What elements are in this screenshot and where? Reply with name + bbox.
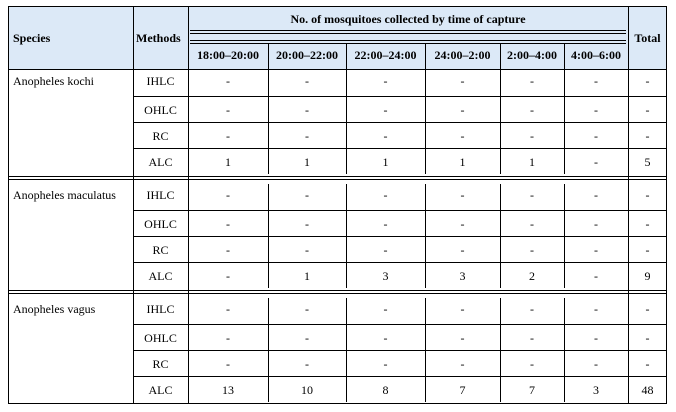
- total-cell: -: [645, 103, 650, 117]
- count-cell: -: [594, 188, 598, 202]
- count-cell: -: [226, 243, 230, 257]
- total-cell: -: [645, 129, 650, 143]
- count-cell: -: [226, 269, 230, 283]
- count-cell: 3: [382, 269, 389, 283]
- count-cell: 2: [529, 269, 535, 283]
- double-rule: [8, 176, 667, 180]
- grid-line: [268, 44, 269, 70]
- count-cell: -: [305, 357, 309, 371]
- total-cell: -: [645, 331, 650, 345]
- header-time-1: 20:00–22:00: [276, 48, 338, 62]
- grid-line: [133, 262, 667, 263]
- count-cell: -: [305, 188, 309, 202]
- grid-line: [133, 148, 667, 149]
- grid-line: [133, 6, 134, 404]
- count-cell: -: [530, 331, 534, 345]
- method-cell: IHLC: [146, 188, 175, 202]
- count-cell: -: [594, 103, 598, 117]
- species-name: Anopheles vagus: [13, 302, 96, 316]
- method-cell: RC: [152, 243, 169, 257]
- total-cell: 5: [644, 155, 651, 169]
- count-cell: -: [594, 302, 598, 316]
- count-cell: -: [460, 302, 465, 316]
- count-cell: -: [383, 331, 388, 345]
- species-name: Anopheles maculatus: [13, 188, 116, 202]
- count-cell: -: [530, 217, 534, 231]
- count-cell: -: [530, 129, 534, 143]
- grid-line: [133, 210, 667, 211]
- grid-line: [500, 44, 501, 70]
- count-cell: -: [305, 302, 309, 316]
- count-cell: -: [226, 357, 230, 371]
- total-cell: -: [645, 74, 650, 88]
- count-cell: -: [226, 188, 230, 202]
- double-rule: [190, 40, 626, 44]
- header-time-group: No. of mosquitoes collected by time of capture: [290, 12, 526, 26]
- count-cell: -: [530, 357, 534, 371]
- count-cell: -: [460, 357, 465, 371]
- count-cell: 3: [459, 269, 466, 283]
- count-cell: -: [226, 74, 230, 88]
- count-cell: -: [305, 331, 309, 345]
- count-cell: -: [226, 331, 230, 345]
- count-cell: -: [226, 129, 230, 143]
- count-cell: 1: [304, 155, 310, 169]
- method-cell: ALC: [148, 383, 173, 397]
- count-cell: -: [383, 243, 388, 257]
- total-cell: -: [645, 217, 650, 231]
- count-cell: -: [305, 129, 309, 143]
- grid-line: [133, 350, 667, 351]
- grid-line: [133, 324, 667, 325]
- total-cell: -: [645, 243, 650, 257]
- grid-line: [564, 44, 565, 70]
- species-name: Anopheles kochi: [13, 74, 94, 88]
- method-cell: IHLC: [146, 302, 175, 316]
- count-cell: -: [383, 302, 388, 316]
- header-time-0: 18:00–20:00: [197, 48, 259, 62]
- count-cell: -: [460, 74, 465, 88]
- grid-line: [628, 6, 629, 404]
- count-cell: -: [305, 243, 309, 257]
- method-cell: OHLC: [144, 331, 177, 345]
- grid-line: [346, 44, 347, 70]
- count-cell: -: [460, 188, 465, 202]
- header-time-4: 2:00–4:00: [507, 48, 557, 62]
- method-cell: OHLC: [144, 103, 177, 117]
- method-cell: ALC: [148, 269, 173, 283]
- count-cell: 3: [593, 383, 599, 397]
- count-cell: -: [530, 103, 534, 117]
- count-cell: -: [594, 243, 598, 257]
- grid-line: [133, 236, 667, 237]
- count-cell: 1: [304, 269, 310, 283]
- total-cell: 48: [641, 383, 654, 397]
- count-cell: 1: [225, 155, 231, 169]
- double-rule: [8, 290, 667, 294]
- count-cell: -: [594, 74, 598, 88]
- header-total: Total: [634, 31, 661, 45]
- grid-line: [188, 6, 189, 404]
- header-methods: Methods: [136, 31, 181, 45]
- count-cell: -: [460, 103, 465, 117]
- count-cell: -: [530, 243, 534, 257]
- count-cell: 13: [222, 383, 234, 397]
- count-cell: -: [594, 217, 598, 231]
- double-rule: [190, 30, 626, 34]
- count-cell: -: [226, 302, 230, 316]
- total-cell: 9: [644, 269, 651, 283]
- count-cell: -: [383, 357, 388, 371]
- grid-line: [8, 69, 667, 70]
- total-cell: -: [645, 188, 650, 202]
- count-cell: 1: [382, 155, 389, 169]
- count-cell: -: [594, 129, 598, 143]
- header-species: Species: [13, 31, 51, 45]
- grid-line: [133, 376, 667, 377]
- count-cell: -: [383, 129, 388, 143]
- total-cell: -: [645, 302, 650, 316]
- count-cell: 1: [459, 155, 466, 169]
- method-cell: ALC: [148, 155, 173, 169]
- count-cell: -: [594, 331, 598, 345]
- count-cell: -: [594, 155, 598, 169]
- count-cell: 8: [382, 383, 389, 397]
- count-cell: -: [460, 217, 465, 231]
- count-cell: 1: [529, 155, 535, 169]
- count-cell: -: [530, 302, 534, 316]
- count-cell: -: [594, 269, 598, 283]
- method-cell: RC: [152, 129, 169, 143]
- count-cell: 7: [459, 383, 466, 397]
- count-cell: -: [530, 188, 534, 202]
- count-cell: -: [305, 74, 309, 88]
- method-cell: IHLC: [146, 74, 175, 88]
- count-cell: -: [305, 103, 309, 117]
- count-cell: -: [460, 129, 465, 143]
- header-time-3: 24:00–2:00: [434, 48, 491, 62]
- header-time-5: 4:00–6:00: [571, 48, 621, 62]
- count-cell: -: [226, 103, 230, 117]
- grid-line: [133, 96, 667, 97]
- method-cell: OHLC: [144, 217, 177, 231]
- total-cell: -: [645, 357, 650, 371]
- count-cell: -: [594, 357, 598, 371]
- header-time-2: 22:00–24:00: [354, 48, 417, 62]
- count-cell: -: [383, 217, 388, 231]
- grid-line: [133, 122, 667, 123]
- count-cell: -: [460, 243, 465, 257]
- count-cell: -: [383, 74, 388, 88]
- count-cell: 10: [301, 383, 313, 397]
- count-cell: -: [383, 103, 388, 117]
- method-cell: RC: [152, 357, 169, 371]
- count-cell: -: [226, 217, 230, 231]
- count-cell: -: [383, 188, 388, 202]
- count-cell: 7: [529, 383, 535, 397]
- grid-line: [425, 44, 426, 70]
- count-cell: -: [460, 331, 465, 345]
- count-cell: -: [530, 74, 534, 88]
- count-cell: -: [305, 217, 309, 231]
